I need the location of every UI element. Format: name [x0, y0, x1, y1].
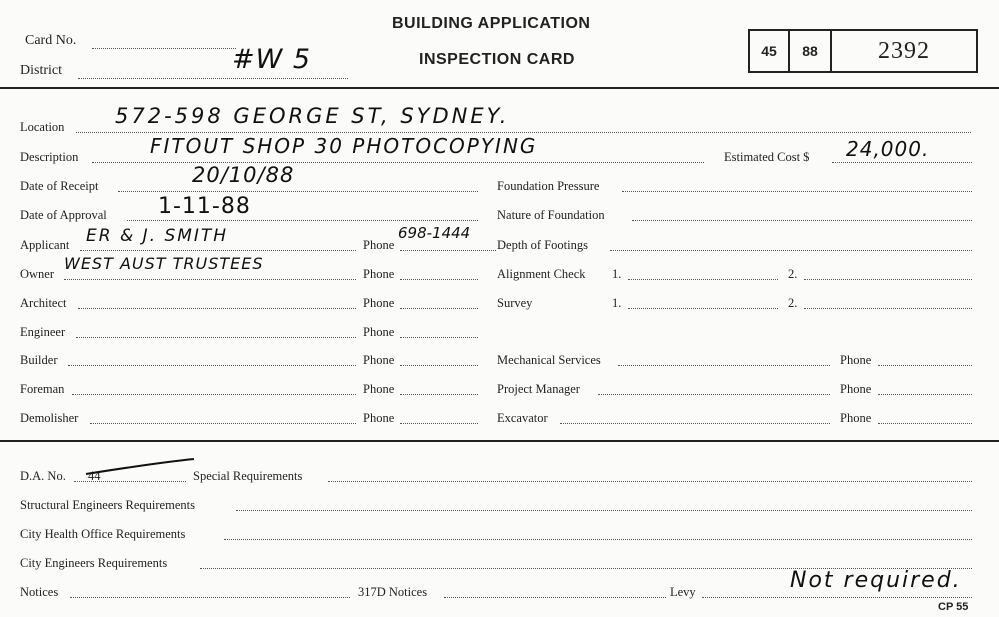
header-divider	[0, 87, 999, 89]
applicant-label: Applicant	[20, 238, 70, 252]
project-manager-phone-field[interactable]	[878, 394, 972, 395]
date-approval-value: 1-11-88	[158, 194, 251, 219]
depth-footings-label: Depth of Footings	[497, 238, 588, 252]
foreman-field[interactable]	[72, 394, 356, 395]
city-health-label: City Health Office Requirements	[20, 527, 186, 541]
notices-317d-label: 317D Notices	[358, 585, 428, 599]
levy-field[interactable]	[702, 597, 972, 598]
excavator-label: Excavator	[497, 411, 548, 425]
survey-num1: 1.	[612, 296, 622, 310]
special-requirements-label: Special Requirements	[193, 469, 303, 483]
special-requirements-field[interactable]	[328, 481, 972, 482]
structural-engineers-field[interactable]	[236, 510, 972, 511]
project-manager-phone-label: Phone	[840, 382, 872, 396]
levy-value: Not required.	[790, 568, 962, 593]
builder-field[interactable]	[68, 365, 356, 366]
applicant-phone-label: Phone	[363, 238, 395, 252]
form-code: CP 55	[938, 601, 969, 613]
foundation-pressure-label: Foundation Pressure	[497, 179, 600, 193]
nature-foundation-field[interactable]	[632, 220, 972, 221]
applicant-phone-field[interactable]	[400, 250, 496, 251]
alignment-check-field1[interactable]	[628, 279, 778, 280]
builder-phone-field[interactable]	[400, 365, 478, 366]
notices-label: Notices	[20, 585, 59, 599]
demolisher-phone-label: Phone	[363, 411, 395, 425]
card-number-part-b: 88	[790, 31, 832, 71]
date-receipt-value: 20/10/88	[192, 163, 295, 187]
location-value: 572-598 GEORGE ST, SYDNEY.	[115, 104, 510, 128]
owner-phone-field[interactable]	[400, 279, 478, 280]
architect-phone-label: Phone	[363, 296, 395, 310]
foreman-label: Foreman	[20, 382, 65, 396]
da-no-strike-stroke	[84, 456, 196, 480]
district-field[interactable]	[78, 78, 348, 79]
mechanical-services-label: Mechanical Services	[497, 353, 601, 367]
engineer-phone-field[interactable]	[400, 337, 478, 338]
owner-value: WEST AUST TRUSTEES	[64, 254, 264, 273]
levy-label: Levy	[670, 585, 696, 599]
owner-field[interactable]	[64, 279, 356, 280]
description-value: FITOUT SHOP 30 PHOTOCOPYING	[150, 134, 538, 158]
card-title-line2: INSPECTION CARD	[419, 51, 575, 68]
mechanical-services-field[interactable]	[618, 365, 830, 366]
foreman-phone-field[interactable]	[400, 394, 478, 395]
demolisher-field[interactable]	[90, 423, 356, 424]
excavator-phone-field[interactable]	[878, 423, 972, 424]
date-approval-label: Date of Approval	[20, 208, 107, 222]
notices-317d-field[interactable]	[444, 597, 666, 598]
description-label: Description	[20, 150, 79, 164]
location-label: Location	[20, 120, 65, 134]
alignment-check-label: Alignment Check	[497, 267, 586, 281]
applicant-field[interactable]	[80, 250, 356, 251]
notices-field[interactable]	[70, 597, 350, 598]
builder-phone-label: Phone	[363, 353, 395, 367]
applicant-value: ER & J. SMITH	[86, 226, 229, 246]
estimated-cost-field[interactable]	[832, 162, 972, 163]
project-manager-field[interactable]	[598, 394, 830, 395]
survey-label: Survey	[497, 296, 533, 310]
builder-label: Builder	[20, 353, 58, 367]
architect-phone-field[interactable]	[400, 308, 478, 309]
architect-field[interactable]	[78, 308, 356, 309]
card-number: 2392	[878, 37, 930, 64]
date-receipt-label: Date of Receipt	[20, 179, 99, 193]
da-no-label: D.A. No.	[20, 469, 66, 483]
city-health-field[interactable]	[224, 539, 972, 540]
excavator-phone-label: Phone	[840, 411, 872, 425]
mechanical-services-phone-label: Phone	[840, 353, 872, 367]
card-no-field[interactable]	[92, 48, 236, 49]
excavator-field[interactable]	[560, 423, 830, 424]
description-field[interactable]	[92, 162, 704, 163]
owner-label: Owner	[20, 267, 55, 281]
section-divider	[0, 440, 999, 442]
card-number-box	[748, 29, 978, 73]
foundation-pressure-field[interactable]	[622, 191, 972, 192]
date-approval-field[interactable]	[127, 220, 478, 221]
engineer-label: Engineer	[20, 325, 66, 339]
survey-field1[interactable]	[628, 308, 778, 309]
date-receipt-field[interactable]	[118, 191, 478, 192]
foreman-phone-label: Phone	[363, 382, 395, 396]
owner-phone-label: Phone	[363, 267, 395, 281]
nature-foundation-label: Nature of Foundation	[497, 208, 605, 222]
project-manager-label: Project Manager	[497, 382, 580, 396]
architect-label: Architect	[20, 296, 67, 310]
alignment-check-field2[interactable]	[804, 279, 972, 280]
survey-field2[interactable]	[804, 308, 972, 309]
engineer-field[interactable]	[76, 337, 356, 338]
district-label: District	[20, 63, 62, 78]
demolisher-phone-field[interactable]	[400, 423, 478, 424]
city-engineers-label: City Engineers Requirements	[20, 556, 168, 570]
da-no-value: 44	[88, 469, 101, 483]
card-title-line1: BUILDING APPLICATION	[392, 15, 591, 32]
engineer-phone-label: Phone	[363, 325, 395, 339]
depth-footings-field[interactable]	[610, 250, 972, 251]
alignment-check-num2: 2.	[788, 267, 798, 281]
card-number-part-a: 45	[750, 31, 790, 71]
demolisher-label: Demolisher	[20, 411, 79, 425]
survey-num2: 2.	[788, 296, 798, 310]
card-no-label: Card No.	[25, 33, 77, 48]
structural-engineers-label: Structural Engineers Requirements	[20, 498, 195, 512]
applicant-phone-value: 698-1444	[398, 224, 471, 242]
estimated-cost-label: Estimated Cost $	[724, 150, 810, 164]
alignment-check-num1: 1.	[612, 267, 622, 281]
district-value: #W 5	[232, 44, 312, 75]
location-field[interactable]	[76, 132, 971, 133]
estimated-cost-value: 24,000.	[846, 137, 930, 161]
mechanical-services-phone-field[interactable]	[878, 365, 972, 366]
